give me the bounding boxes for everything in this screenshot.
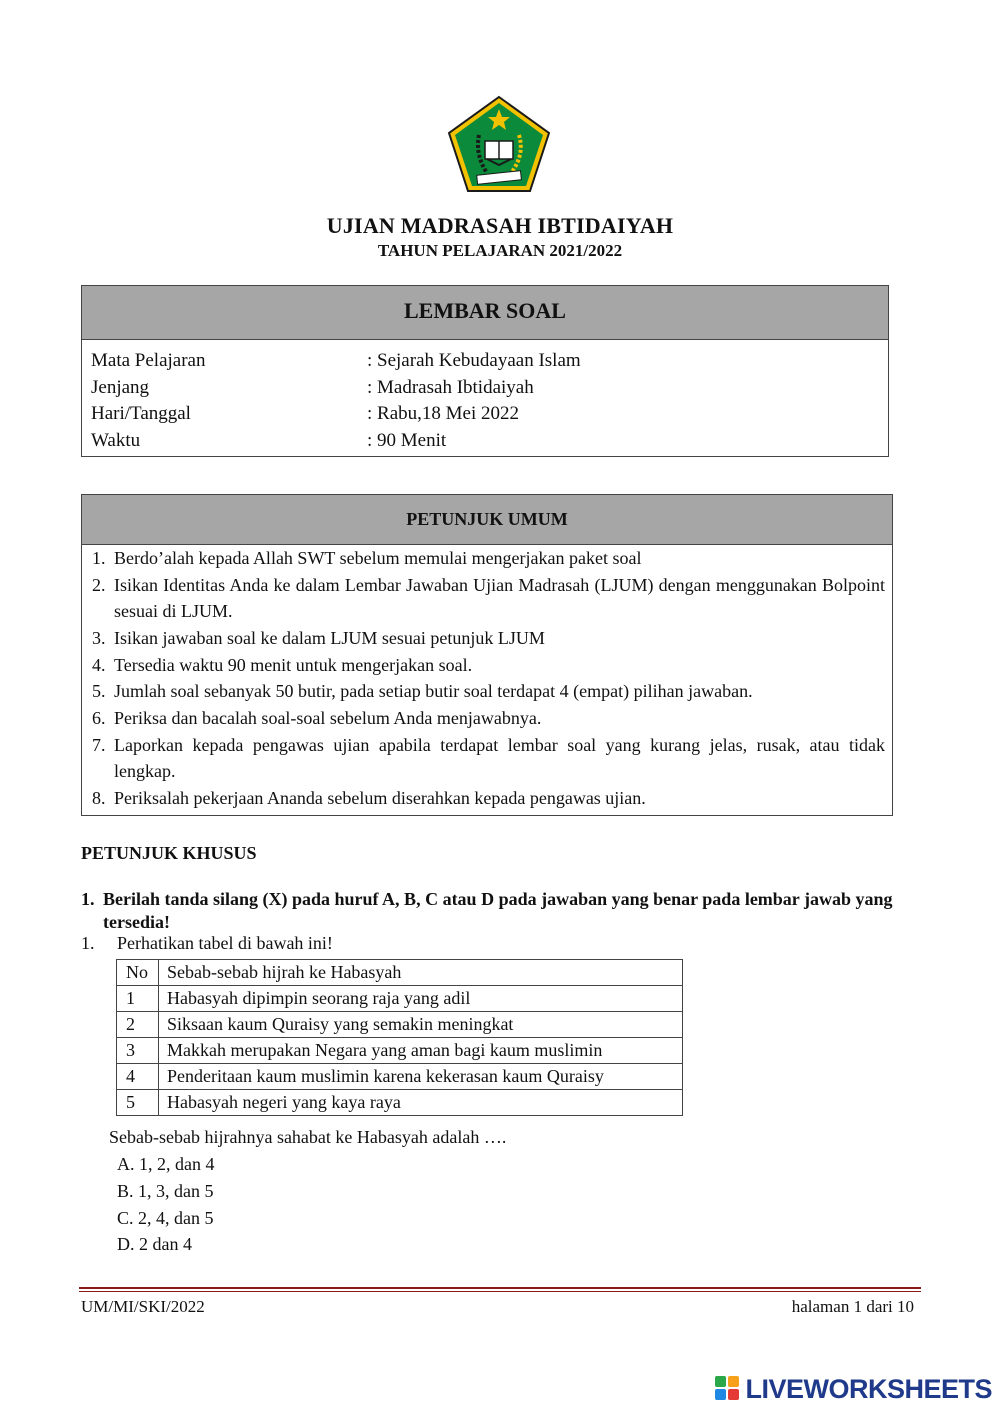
table-row bbox=[117, 1064, 683, 1090]
answer-option-a[interactable]: A. 1, 2, dan 4 bbox=[117, 1154, 215, 1174]
kemenag-emblem-icon bbox=[447, 95, 551, 193]
table-header-cell: Sebab-sebab hijrah ke Habasyah bbox=[159, 960, 683, 986]
list-number: 6. bbox=[92, 708, 106, 728]
table-row bbox=[117, 1090, 683, 1116]
footer-rule-thin bbox=[79, 1291, 921, 1292]
footer-rule bbox=[79, 1287, 921, 1289]
table-header-row bbox=[117, 960, 683, 986]
id-label: Jenjang bbox=[91, 377, 150, 398]
petunjuk-umum-box bbox=[81, 494, 893, 816]
liveworksheets-watermark[interactable] bbox=[715, 1373, 992, 1405]
table-cell: 3 bbox=[117, 1038, 159, 1064]
question-table bbox=[116, 959, 683, 1116]
list-number: 3. bbox=[92, 628, 106, 648]
table-cell: 1 bbox=[117, 986, 159, 1012]
id-label: Mata Pelajaran bbox=[91, 350, 206, 371]
lembar-soal-heading: LEMBAR SOAL bbox=[82, 286, 888, 340]
id-label: Waktu bbox=[91, 430, 141, 451]
list-text: Berdo’alah kepada Allah SWT sebelum memulai mengerjakan paket soal bbox=[114, 548, 642, 568]
instruction-text: Berilah tanda silang (X) pada huruf A, B, C atau D pada jawaban yang benar pada lembar jawab yang tersedia! bbox=[103, 889, 893, 932]
answer-option-d[interactable]: D. 2 dan 4 bbox=[117, 1234, 192, 1254]
list-text: Jumlah soal sebanyak 50 butir, pada setiap butir soal terdapat 4 (empat) pilihan jawaban. bbox=[114, 681, 753, 701]
question-number: 1. bbox=[81, 933, 95, 953]
petunjuk-khusus-heading: PETUNJUK KHUSUS bbox=[81, 843, 257, 863]
table-cell: Makkah merupakan Negara yang aman bagi kaum muslimin bbox=[159, 1038, 683, 1064]
table-row bbox=[117, 1038, 683, 1064]
list-text: Laporkan kepada pengawas ujian apabila terdapat lembar soal yang kurang jelas, rusak, atau tidak lengkap. bbox=[114, 735, 885, 781]
table-cell: Habasyah dipimpin seorang raja yang adil bbox=[159, 986, 683, 1012]
table-header-cell: No bbox=[117, 960, 159, 986]
list-text: Isikan jawaban soal ke dalam LJUM sesuai petunjuk LJUM bbox=[114, 628, 545, 648]
question-intro: Perhatikan tabel di bawah ini! bbox=[117, 933, 333, 953]
id-value: : Madrasah Ibtidaiyah bbox=[367, 377, 534, 398]
list-number: 1. bbox=[92, 548, 106, 568]
lembar-soal-box bbox=[81, 285, 889, 457]
liveworksheets-text: LIVEWORKSHEETS bbox=[745, 1373, 992, 1404]
table-cell: 5 bbox=[117, 1090, 159, 1116]
answer-option-b[interactable]: B. 1, 3, dan 5 bbox=[117, 1181, 214, 1201]
table-row bbox=[117, 1012, 683, 1038]
petunjuk-umum-heading: PETUNJUK UMUM bbox=[82, 495, 892, 545]
list-text: Isikan Identitas Anda ke dalam Lembar Jawaban Ujian Madrasah (LJUM) dengan menggunakan Bolpoint sesuai di LJUM. bbox=[114, 575, 885, 621]
id-value: : Rabu,18 Mei 2022 bbox=[367, 403, 519, 424]
table-cell: 4 bbox=[117, 1064, 159, 1090]
list-text: Periksa dan bacalah soal-soal sebelum Anda menjawabnya. bbox=[114, 708, 542, 728]
instruction-number: 1. bbox=[81, 889, 95, 909]
footer-page-number: halaman 1 dari 10 bbox=[791, 1297, 914, 1316]
id-value: : Sejarah Kebudayaan Islam bbox=[367, 350, 581, 371]
table-cell: Habasyah negeri yang kaya raya bbox=[159, 1090, 683, 1116]
list-number: 8. bbox=[92, 788, 106, 808]
list-text: Tersedia waktu 90 menit untuk mengerjakan soal. bbox=[114, 655, 473, 675]
id-label: Hari/Tanggal bbox=[91, 403, 191, 424]
answer-option-c[interactable]: C. 2, 4, dan 5 bbox=[117, 1208, 214, 1228]
table-cell: Siksaan kaum Quraisy yang semakin meningkat bbox=[159, 1012, 683, 1038]
list-text: Periksalah pekerjaan Ananda sebelum diserahkan kepada pengawas ujian. bbox=[114, 788, 646, 808]
id-value: : 90 Menit bbox=[367, 430, 447, 451]
table-row bbox=[117, 986, 683, 1012]
table-cell: Penderitaan kaum muslimin karena kekerasan kaum Quraisy bbox=[159, 1064, 683, 1090]
list-number: 2. bbox=[92, 575, 106, 595]
page-title: UJIAN MADRASAH IBTIDAIYAH bbox=[326, 213, 674, 238]
list-number: 5. bbox=[92, 681, 106, 701]
page-subtitle: TAHUN PELAJARAN 2021/2022 bbox=[377, 241, 623, 260]
table-cell: 2 bbox=[117, 1012, 159, 1038]
footer-code: UM/MI/SKI/2022 bbox=[81, 1297, 205, 1316]
list-number: 4. bbox=[92, 655, 106, 675]
question-stem: Sebab-sebab hijrahnya sahabat ke Habasyah adalah …. bbox=[109, 1127, 507, 1147]
list-number: 7. bbox=[92, 735, 106, 755]
liveworksheets-logo-icon bbox=[715, 1376, 741, 1402]
